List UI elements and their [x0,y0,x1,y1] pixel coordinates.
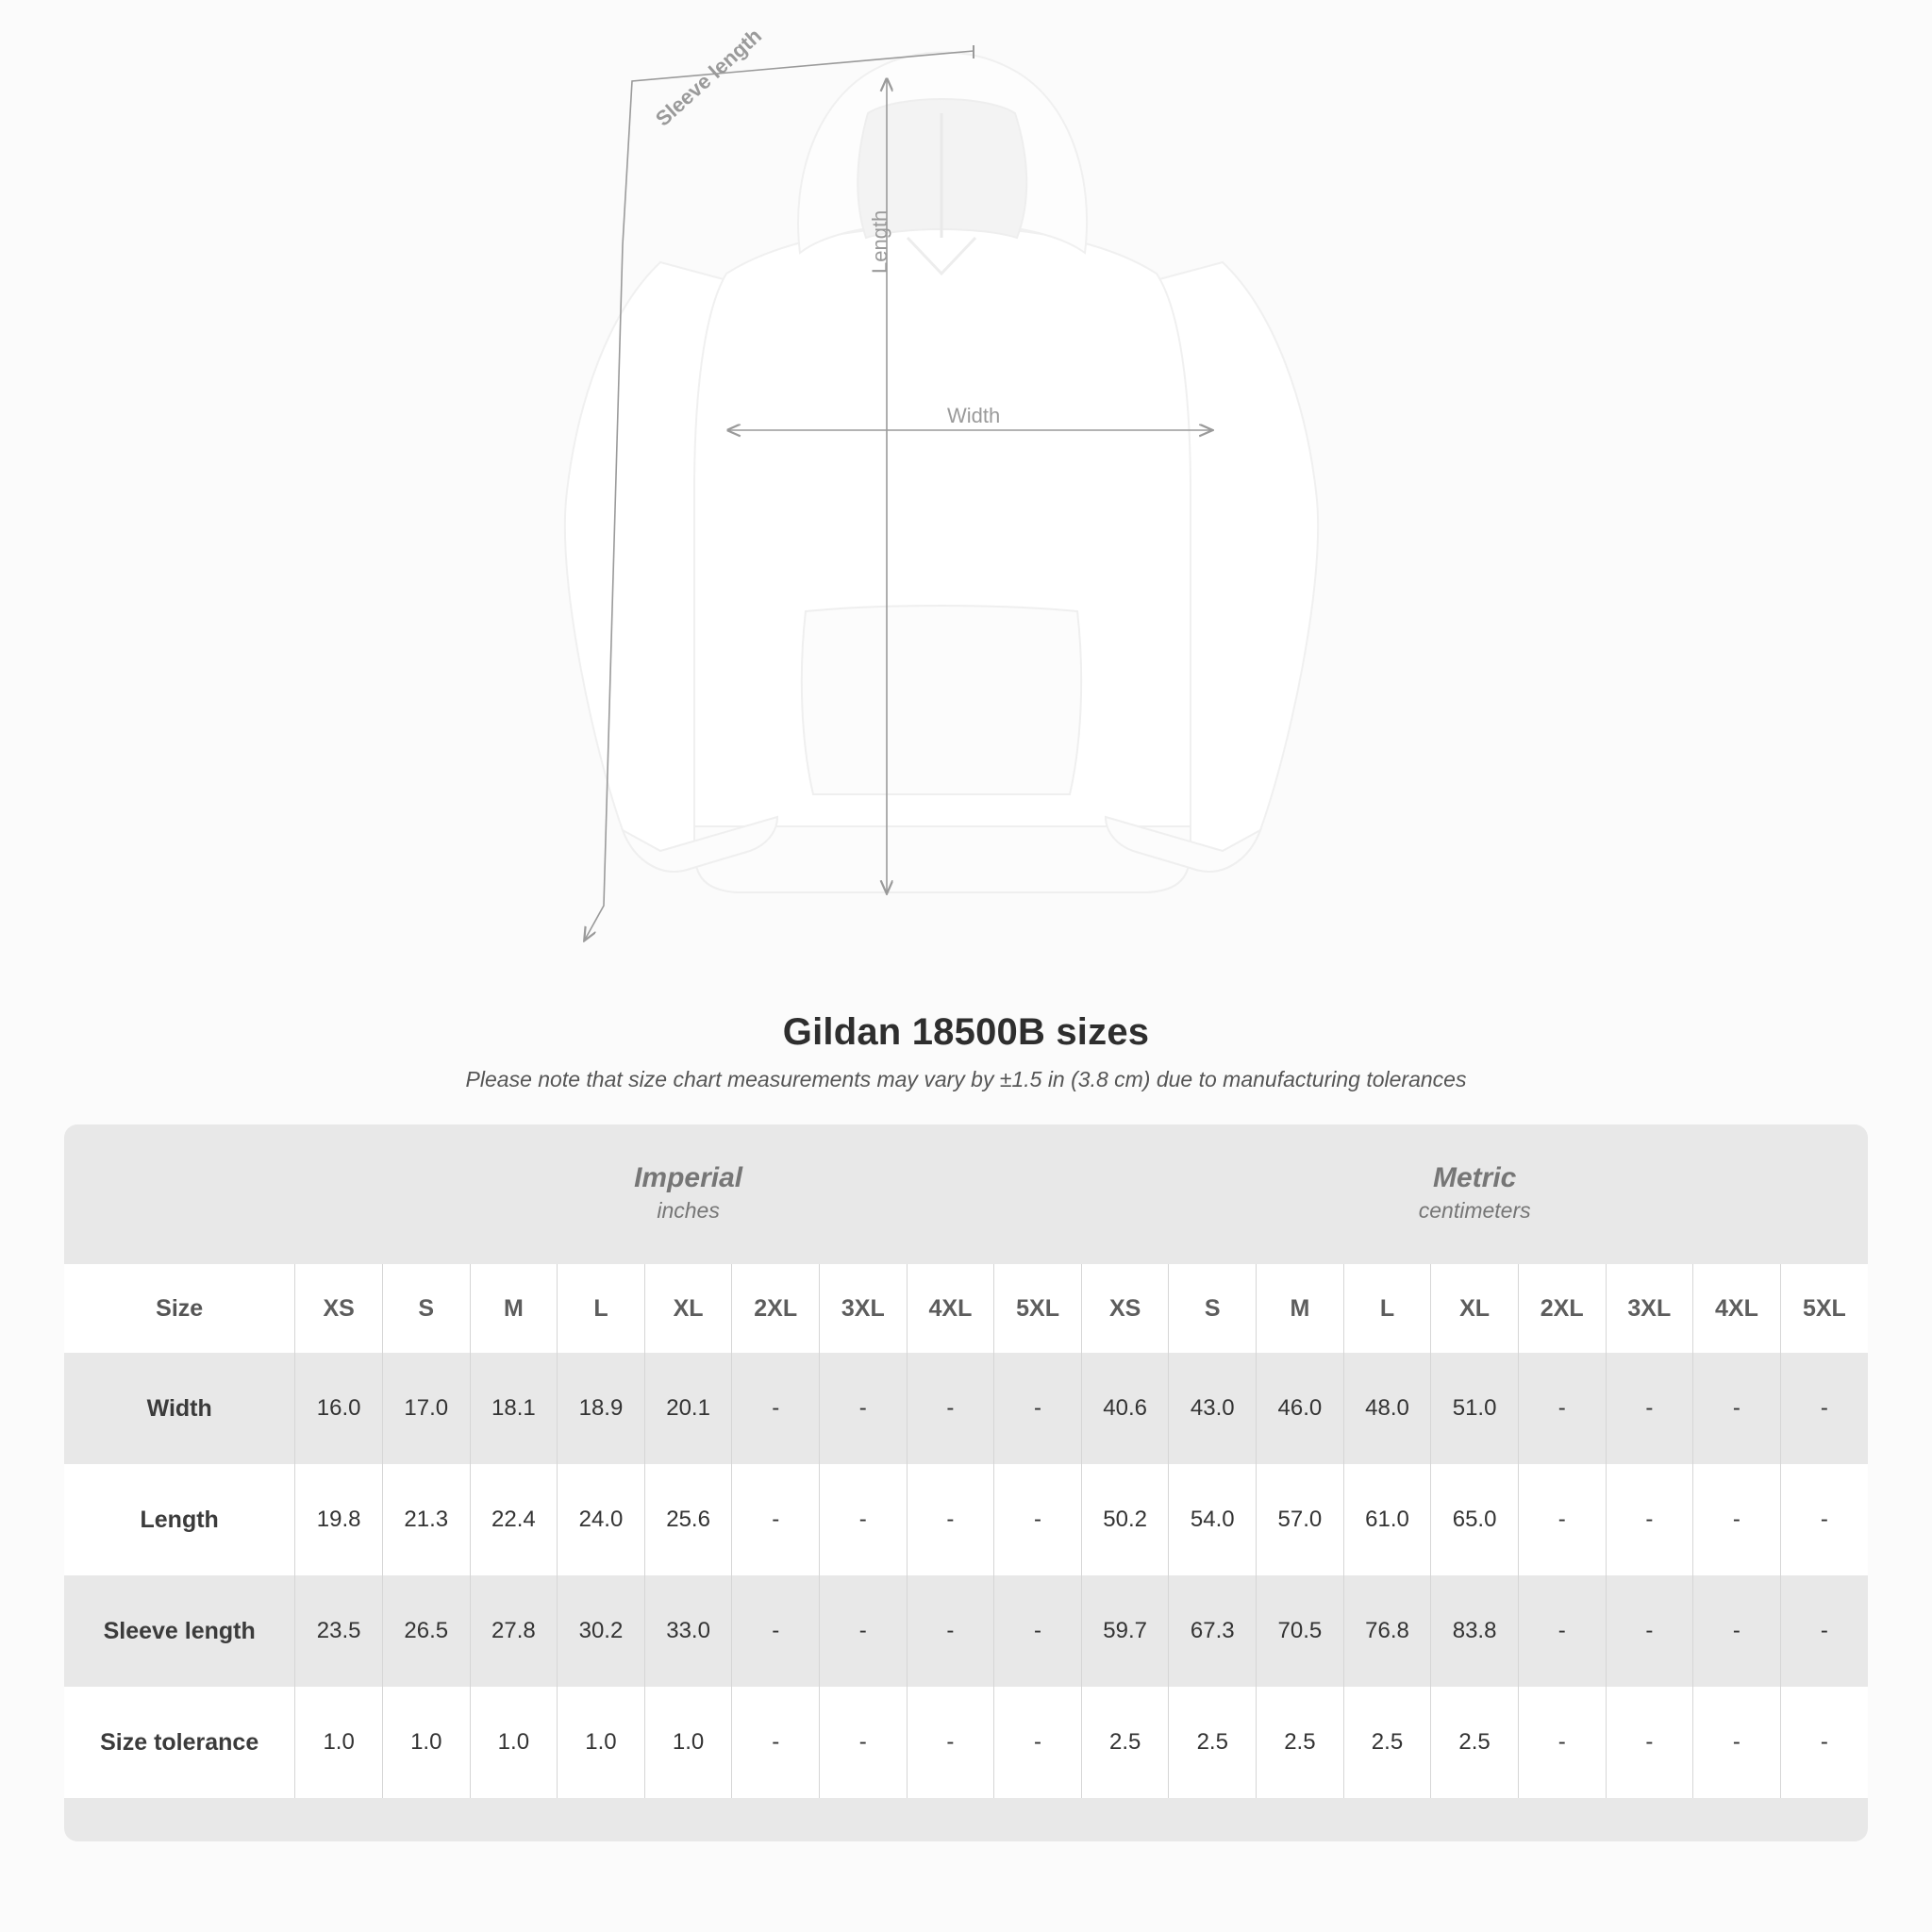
unit-header-row [64,1124,1868,1264]
size-header-metric-xl: XL [1431,1264,1519,1353]
cell-width-imperial-3xl: - [820,1353,908,1464]
table-row [64,1353,1868,1464]
cell-width-imperial-xs: 16.0 [295,1353,383,1464]
size-header-metric-2xl: 2XL [1518,1264,1606,1353]
cell-width-imperial-m: 18.1 [470,1353,558,1464]
length-dimension-label: Length [868,209,891,274]
cell-tolerance-imperial-l: 1.0 [558,1687,645,1798]
title-block [0,1011,1932,1092]
unit-header-spacer [64,1124,295,1264]
size-chart-table-wrap [64,1124,1868,1841]
cell-tolerance-imperial-2xl: - [732,1687,820,1798]
sleeve-length-dimension-label: Sleeve length [651,24,767,131]
cell-tolerance-imperial-s: 1.0 [382,1687,470,1798]
cell-width-metric-m: 46.0 [1257,1353,1344,1464]
cell-tolerance-metric-3xl: - [1606,1687,1693,1798]
cell-length-metric-s: 54.0 [1169,1464,1257,1575]
row-label-width: Width [64,1353,295,1464]
size-header-metric-xs: XS [1081,1264,1169,1353]
cell-tolerance-imperial-xs: 1.0 [295,1687,383,1798]
table-footer-spacer-right [1780,1798,1868,1841]
size-chart-table [64,1124,1868,1841]
size-header-imperial-xl: XL [644,1264,732,1353]
cell-tolerance-imperial-5xl: - [994,1687,1082,1798]
cell-length-metric-xs: 50.2 [1081,1464,1169,1575]
size-header-metric-5xl: 5XL [1780,1264,1868,1353]
cell-width-metric-xl: 51.0 [1431,1353,1519,1464]
cell-sleeve-metric-5xl: - [1780,1575,1868,1687]
cell-tolerance-metric-xs: 2.5 [1081,1687,1169,1798]
width-dimension-label: Width [947,404,1001,427]
cell-length-imperial-m: 22.4 [470,1464,558,1575]
cell-length-metric-xl: 65.0 [1431,1464,1519,1575]
cell-length-metric-3xl: - [1606,1464,1693,1575]
page-title: Gildan 18500B sizes [782,1011,1150,1053]
table-footer-spacer-left [64,1798,295,1841]
cell-sleeve-imperial-s: 26.5 [382,1575,470,1687]
cell-width-imperial-5xl: - [994,1353,1082,1464]
size-header-metric-m: M [1257,1264,1344,1353]
cell-length-imperial-s: 21.3 [382,1464,470,1575]
cell-sleeve-imperial-xl: 33.0 [644,1575,732,1687]
cell-width-metric-l: 48.0 [1343,1353,1431,1464]
cell-tolerance-imperial-m: 1.0 [470,1687,558,1798]
cell-length-imperial-xl: 25.6 [644,1464,732,1575]
cell-tolerance-metric-2xl: - [1518,1687,1606,1798]
cell-tolerance-metric-s: 2.5 [1169,1687,1257,1798]
unit-header-imperial [295,1124,1082,1264]
cell-length-imperial-5xl: - [994,1464,1082,1575]
cell-sleeve-metric-m: 70.5 [1257,1575,1344,1687]
cell-length-metric-m: 57.0 [1257,1464,1344,1575]
cell-length-imperial-xs: 19.8 [295,1464,383,1575]
cell-length-imperial-l: 24.0 [558,1464,645,1575]
size-header-metric-4xl: 4XL [1693,1264,1781,1353]
cell-sleeve-metric-l: 76.8 [1343,1575,1431,1687]
cell-sleeve-imperial-3xl: - [820,1575,908,1687]
cell-sleeve-metric-s: 67.3 [1169,1575,1257,1687]
size-header-imperial-2xl: 2XL [732,1264,820,1353]
row-label-size-tolerance: Size tolerance [64,1687,295,1798]
cell-length-metric-4xl: - [1693,1464,1781,1575]
cell-sleeve-metric-xs: 59.7 [1081,1575,1169,1687]
cell-width-imperial-s: 17.0 [382,1353,470,1464]
cell-sleeve-metric-2xl: - [1518,1575,1606,1687]
cell-sleeve-metric-xl: 83.8 [1431,1575,1519,1687]
cell-tolerance-metric-l: 2.5 [1343,1687,1431,1798]
size-header-row [64,1264,1868,1353]
cell-length-imperial-3xl: - [820,1464,908,1575]
cell-sleeve-imperial-4xl: - [907,1575,994,1687]
unit-imperial-sub: inches [657,1198,720,1223]
unit-metric-name: Metric [1433,1161,1517,1193]
cell-sleeve-imperial-5xl: - [994,1575,1082,1687]
cell-tolerance-metric-5xl: - [1780,1687,1868,1798]
cell-sleeve-metric-4xl: - [1693,1575,1781,1687]
table-row [64,1687,1868,1798]
cell-sleeve-imperial-l: 30.2 [558,1575,645,1687]
cell-length-metric-5xl: - [1780,1464,1868,1575]
row-label-length: Length [64,1464,295,1575]
cell-tolerance-imperial-4xl: - [907,1687,994,1798]
size-header-imperial-s: S [382,1264,470,1353]
size-header-metric-l: L [1343,1264,1431,1353]
cell-sleeve-metric-3xl: - [1606,1575,1693,1687]
size-header-imperial-xs: XS [295,1264,383,1353]
cell-width-imperial-2xl: - [732,1353,820,1464]
cell-width-metric-2xl: - [1518,1353,1606,1464]
size-header-imperial-m: M [470,1264,558,1353]
cell-sleeve-imperial-m: 27.8 [470,1575,558,1687]
cell-sleeve-imperial-xs: 23.5 [295,1575,383,1687]
unit-metric-sub: centimeters [1418,1198,1531,1223]
cell-tolerance-metric-m: 2.5 [1257,1687,1344,1798]
size-header-imperial-l: L [558,1264,645,1353]
table-row [64,1464,1868,1575]
cell-tolerance-imperial-xl: 1.0 [644,1687,732,1798]
cell-length-imperial-4xl: - [907,1464,994,1575]
size-header-imperial-3xl: 3XL [820,1264,908,1353]
unit-header-metric [1081,1124,1868,1264]
cell-tolerance-metric-4xl: - [1693,1687,1781,1798]
cell-width-metric-xs: 40.6 [1081,1353,1169,1464]
tolerance-note: Please note that size chart measurements may vary by ±1.5 in (3.8 cm) due to manufacturing tolerances [465,1067,1467,1091]
table-footer-spacer-mid [295,1798,1780,1841]
cell-width-imperial-l: 18.9 [558,1353,645,1464]
cell-tolerance-metric-xl: 2.5 [1431,1687,1519,1798]
cell-length-imperial-2xl: - [732,1464,820,1575]
table-row [64,1575,1868,1687]
hoodie-shape [565,53,1318,893]
size-header-metric-s: S [1169,1264,1257,1353]
cell-width-imperial-xl: 20.1 [644,1353,732,1464]
size-header-metric-3xl: 3XL [1606,1264,1693,1353]
cell-width-metric-s: 43.0 [1169,1353,1257,1464]
cell-sleeve-imperial-2xl: - [732,1575,820,1687]
cell-width-metric-4xl: - [1693,1353,1781,1464]
cell-width-metric-5xl: - [1780,1353,1868,1464]
cell-length-metric-2xl: - [1518,1464,1606,1575]
row-label-sleeve-length: Sleeve length [64,1575,295,1687]
cell-width-imperial-4xl: - [907,1353,994,1464]
unit-imperial-name: Imperial [634,1161,743,1193]
cell-length-metric-l: 61.0 [1343,1464,1431,1575]
size-header-imperial-5xl: 5XL [994,1264,1082,1353]
cell-tolerance-imperial-3xl: - [820,1687,908,1798]
size-header-label: Size [64,1264,295,1353]
size-header-imperial-4xl: 4XL [907,1264,994,1353]
table-footer-row [64,1798,1868,1841]
cell-width-metric-3xl: - [1606,1353,1693,1464]
